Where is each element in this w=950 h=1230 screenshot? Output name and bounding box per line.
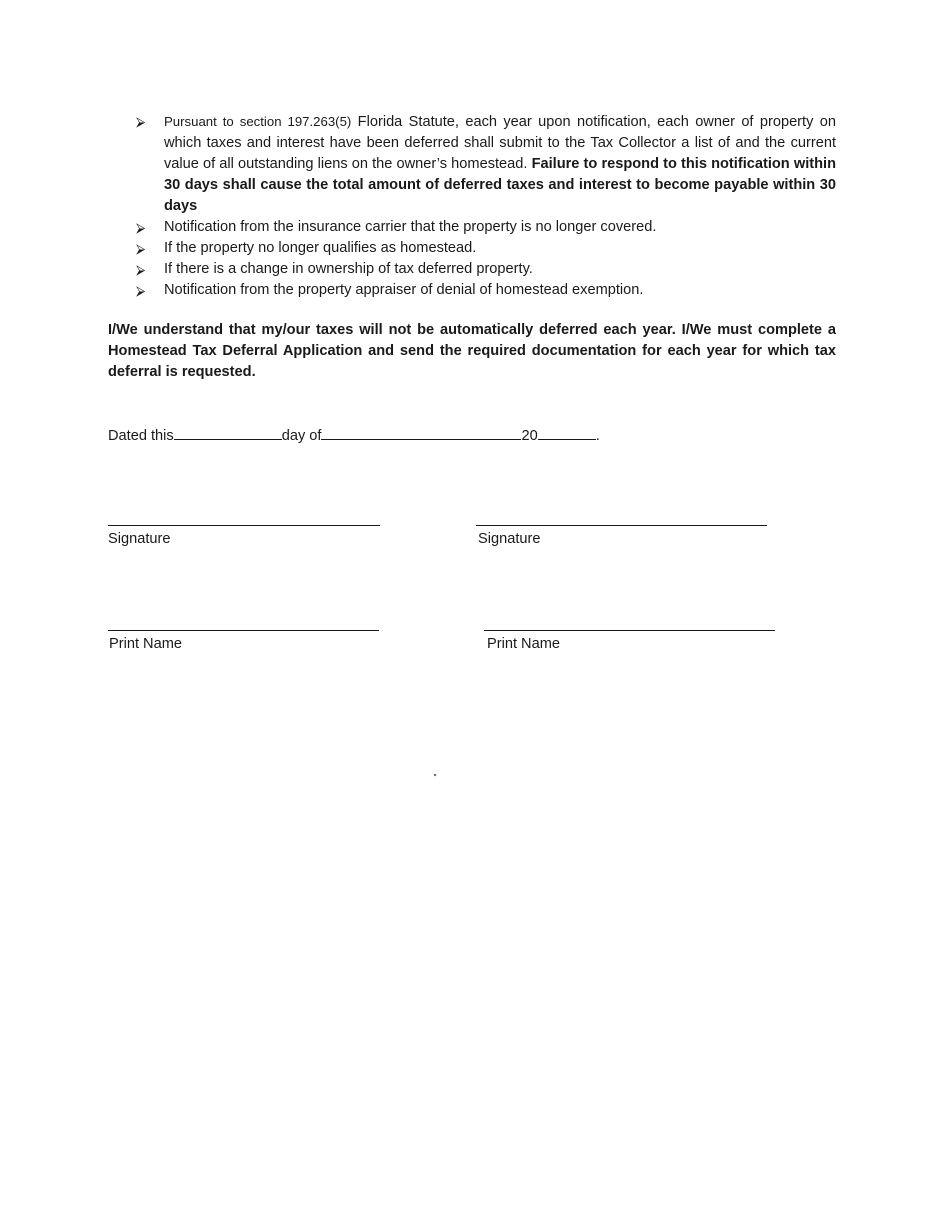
scan-speck: [434, 774, 437, 777]
list-item-text: If there is a change in ownership of tax deferred property.: [164, 261, 533, 277]
print-name-label-left: Print Name: [109, 636, 182, 652]
day-field[interactable]: [174, 425, 282, 440]
list-item: [136, 217, 836, 238]
understanding-statement: I/We understand that my/our taxes will not be automatically deferred each year. I/We must complete a Homestead Tax Deferral Application and send the required documentation for each year for which tax deferral is requested.: [108, 322, 836, 380]
signature-label-right: Signature: [478, 531, 541, 547]
signature-line-right[interactable]: [476, 525, 767, 526]
arrow-bullet-icon: ⮚: [136, 114, 146, 129]
list-item-text: If the property no longer qualifies as homestead.: [164, 240, 477, 256]
list-item-text: Notification from the property appraiser of denial of homestead exemption.: [164, 282, 644, 298]
list-item-text: Notification from the insurance carrier that the property is no longer covered.: [164, 219, 657, 235]
failure-warning: Failure to respond to this notification within 30 days shall cause the total amount of deferred taxes and interest to become payable within 30 days: [164, 156, 836, 214]
month-field[interactable]: [321, 425, 521, 440]
arrow-bullet-icon: ⮚: [136, 283, 146, 298]
arrow-bullet-icon: ⮚: [136, 262, 146, 277]
year-field[interactable]: [538, 425, 596, 440]
list-item: [136, 238, 836, 259]
day-of-label: day of: [281, 428, 322, 444]
arrow-bullet-icon: ⮚: [136, 241, 146, 256]
dated-prefix: Dated this: [108, 428, 174, 444]
year-prefix: 20: [521, 428, 538, 444]
list-item: [136, 259, 836, 280]
list-item: [136, 280, 836, 301]
print-name-line-left[interactable]: [108, 630, 379, 631]
list-item-text: Florida Statute, each year upon notification, each owner of property on which taxes and interest have been deferred shall submit to the Tax Collector a list of and the current value of all outstanding liens on the owner’s homestead.: [164, 114, 837, 172]
print-name-label-right: Print Name: [487, 636, 560, 652]
signature-line-left[interactable]: [108, 525, 380, 526]
conditions-list: [136, 111, 836, 301]
list-item: [136, 111, 836, 217]
dated-suffix: .: [595, 428, 600, 444]
dated-line: [108, 425, 600, 447]
arrow-bullet-icon: ⮚: [136, 220, 146, 235]
print-name-line-right[interactable]: [484, 630, 775, 631]
signature-label-left: Signature: [108, 531, 171, 547]
statute-reference: Pursuant to section 197.263(5): [164, 114, 352, 129]
